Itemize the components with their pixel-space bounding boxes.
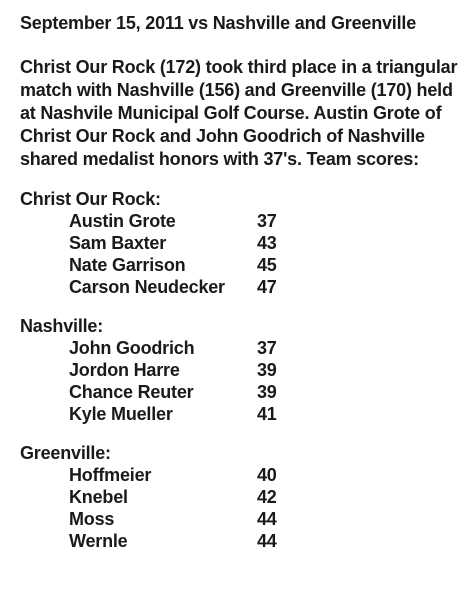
team-name: Nashville: bbox=[20, 316, 104, 336]
team-nashville bbox=[20, 315, 460, 425]
player-score: 37 bbox=[257, 211, 277, 231]
player-name: Kyle Mueller bbox=[69, 404, 173, 424]
match-heading: September 15, 2011 vs Nashville and Greenville bbox=[20, 13, 417, 33]
player-row bbox=[20, 403, 460, 425]
player-name: Sam Baxter bbox=[69, 233, 167, 253]
player-name: Carson Neudecker bbox=[69, 277, 225, 297]
player-row bbox=[20, 232, 460, 254]
player-name: Moss bbox=[69, 509, 115, 529]
player-score: 43 bbox=[257, 233, 277, 253]
player-name: Knebel bbox=[69, 487, 128, 507]
player-score: 42 bbox=[257, 487, 277, 507]
team-christ-our-rock bbox=[20, 188, 460, 298]
player-row bbox=[20, 508, 460, 530]
player-row bbox=[20, 210, 460, 232]
team-roster bbox=[20, 210, 460, 298]
team-name: Greenville: bbox=[20, 443, 111, 463]
player-score: 39 bbox=[257, 382, 277, 402]
player-name: Austin Grote bbox=[69, 211, 176, 231]
team-roster bbox=[20, 464, 460, 552]
player-score: 41 bbox=[257, 404, 277, 424]
player-row bbox=[20, 464, 460, 486]
player-name: John Goodrich bbox=[69, 338, 195, 358]
match-summary: Christ Our Rock (172) took third place in a triangular match with Nashville (156) and Greenville (170) held at Nashvile Municipal Golf Course. Austin Grote of Christ Our Rock and John Goodrich of Nashville shared medalist honors with 37's. Team scores: bbox=[20, 57, 458, 169]
team-greenville bbox=[20, 442, 460, 552]
player-score: 47 bbox=[257, 277, 277, 297]
player-score: 39 bbox=[257, 360, 277, 380]
player-row bbox=[20, 530, 460, 552]
team-roster bbox=[20, 337, 460, 425]
player-row bbox=[20, 486, 460, 508]
player-name: Jordon Harre bbox=[69, 360, 180, 380]
player-row bbox=[20, 337, 460, 359]
player-name: Hoffmeier bbox=[69, 465, 152, 485]
player-row bbox=[20, 254, 460, 276]
player-name: Nate Garrison bbox=[69, 255, 186, 275]
player-row bbox=[20, 381, 460, 403]
player-name: Chance Reuter bbox=[69, 382, 194, 402]
team-name: Christ Our Rock: bbox=[20, 189, 161, 209]
document-page bbox=[20, 10, 460, 552]
player-score: 45 bbox=[257, 255, 277, 275]
player-name: Wernle bbox=[69, 531, 128, 551]
player-row bbox=[20, 359, 460, 381]
player-score: 44 bbox=[257, 531, 277, 551]
player-score: 37 bbox=[257, 338, 277, 358]
player-score: 44 bbox=[257, 509, 277, 529]
player-row bbox=[20, 276, 460, 298]
player-score: 40 bbox=[257, 465, 277, 485]
